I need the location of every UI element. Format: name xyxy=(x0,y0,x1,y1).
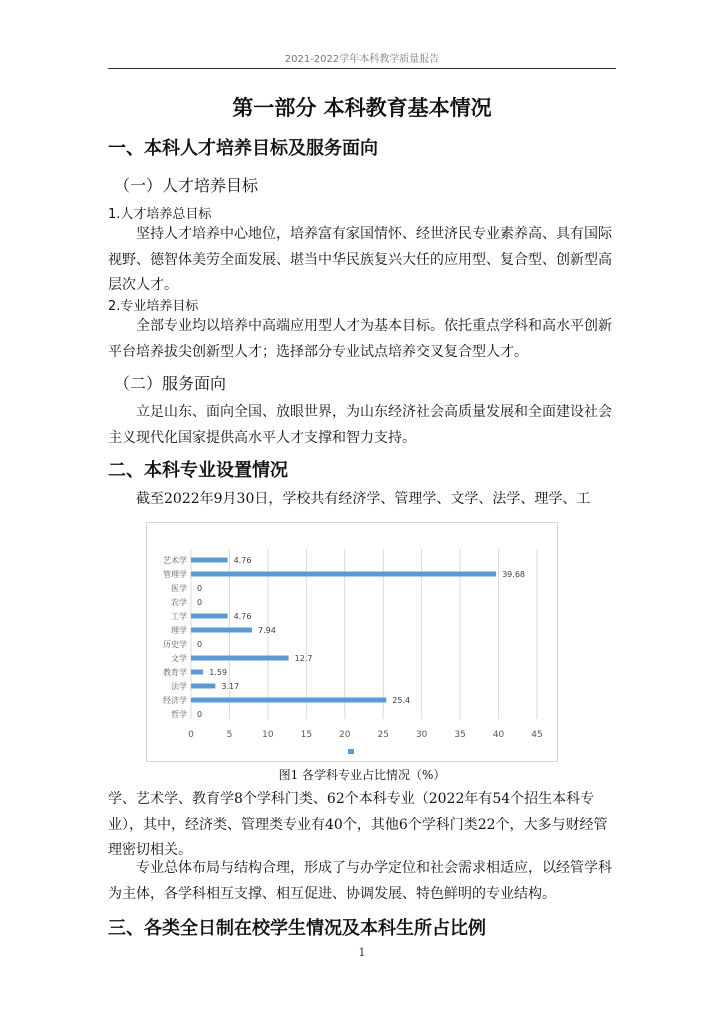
category-label: 哲学 xyxy=(171,710,187,719)
category-label: 工学 xyxy=(171,612,187,621)
section2-heading: 二、本科专业设置情况 xyxy=(108,460,288,481)
section3-heading: 三、各类全日制在校学生情况及本科生所占比例 xyxy=(108,918,486,939)
x-tick-label: 5 xyxy=(226,730,233,740)
category-label: 法学 xyxy=(171,682,187,691)
x-tick-label: 15 xyxy=(300,730,313,740)
data-label: 25.4 xyxy=(392,696,411,705)
x-tick-label: 20 xyxy=(339,730,351,740)
data-label: 7.94 xyxy=(258,626,276,635)
x-tick-label: 0 xyxy=(188,730,194,740)
legend-swatch xyxy=(348,749,354,754)
subsection1-heading: （一）人才培养目标 xyxy=(114,176,259,195)
bar xyxy=(191,558,228,563)
bar xyxy=(191,656,289,661)
data-label: 3.17 xyxy=(221,682,240,691)
data-label: 0 xyxy=(197,710,203,719)
section2-intro: 截至2022年9月30日，学校共有经济学、管理学、文学、法学、理学、工 xyxy=(136,491,591,507)
page-number: 1 xyxy=(358,946,366,959)
item2-paragraph: 全部专业均以培养中高端应用型人才为基本目标。依托重点学科和高水平创新平台培养拔尖创新型人才；选择部分专业试点培养交叉复合型人才。 xyxy=(108,318,612,360)
section2-continuation: 学、艺术学、教育学8个学科门类、62个本科专业（2022年有54个招生本科专业），其中，经济类、管理类专业有40个，其他6个学科门类22个，大多与财经管理密切相关。 xyxy=(108,791,608,858)
figure-caption: 图1 各学科专业占比情况（%） xyxy=(278,768,446,782)
category-label: 医学 xyxy=(171,584,187,593)
bar xyxy=(191,614,228,619)
data-label: 12.7 xyxy=(294,654,313,663)
bar xyxy=(191,628,252,633)
x-tick-label: 10 xyxy=(262,730,274,740)
x-tick-label: 35 xyxy=(454,730,466,740)
x-tick-label: 25 xyxy=(377,730,389,740)
category-label: 文学 xyxy=(171,654,187,663)
x-tick-label: 45 xyxy=(531,730,543,740)
category-label: 理学 xyxy=(171,626,187,635)
part-title: 第一部分 本科教育基本情况 xyxy=(232,95,492,120)
category-label: 经济学 xyxy=(163,696,187,705)
bar xyxy=(191,572,496,577)
bar xyxy=(191,670,203,675)
x-tick-label: 40 xyxy=(492,730,505,740)
x-tick-label: 30 xyxy=(415,730,428,740)
header-rule xyxy=(108,68,616,69)
category-label: 农学 xyxy=(171,598,187,607)
bar xyxy=(191,698,386,703)
bar xyxy=(191,684,215,689)
category-label: 艺术学 xyxy=(163,556,187,565)
running-header: 2021-2022学年本科教学质量报告 xyxy=(284,54,440,65)
category-label: 历史学 xyxy=(163,640,187,649)
data-label: 4.76 xyxy=(233,556,252,565)
category-label: 教育学 xyxy=(163,668,187,677)
section1-heading: 一、本科人才培养目标及服务面向 xyxy=(108,138,378,159)
service-paragraph: 立足山东、面向全国、放眼世界，为山东经济社会高质量发展和全面建设社会主义现代化国家提供高水平人才支撑和智力支持。 xyxy=(108,404,612,446)
discipline-share-chart xyxy=(146,522,558,762)
subsection2-heading: （二）服务面向 xyxy=(114,374,227,393)
item1-heading: 1.人才培养总目标 xyxy=(108,207,212,222)
section2-structure-paragraph: 专业总体布局与结构合理，形成了与办学定位和社会需求相适应，以经管学科为主体，各学科相互支撑、相互促进、协调发展、特色鲜明的专业结构。 xyxy=(108,860,612,902)
data-label: 39.68 xyxy=(502,570,526,579)
data-label: 0 xyxy=(197,584,203,593)
data-label: 0 xyxy=(197,598,203,607)
item1-paragraph: 坚持人才培养中心地位，培养富有家国情怀、经世济民专业素养高、具有国际视野、德智体美劳全面发展、堪当中华民族复兴大任的应用型、复合型、创新型高层次人才。 xyxy=(108,226,612,293)
item2-heading: 2.专业培养目标 xyxy=(108,299,199,314)
data-label: 4.76 xyxy=(233,612,252,621)
data-label: 0 xyxy=(197,640,203,649)
data-label: 1.59 xyxy=(209,668,228,677)
category-label: 管理学 xyxy=(163,570,187,579)
